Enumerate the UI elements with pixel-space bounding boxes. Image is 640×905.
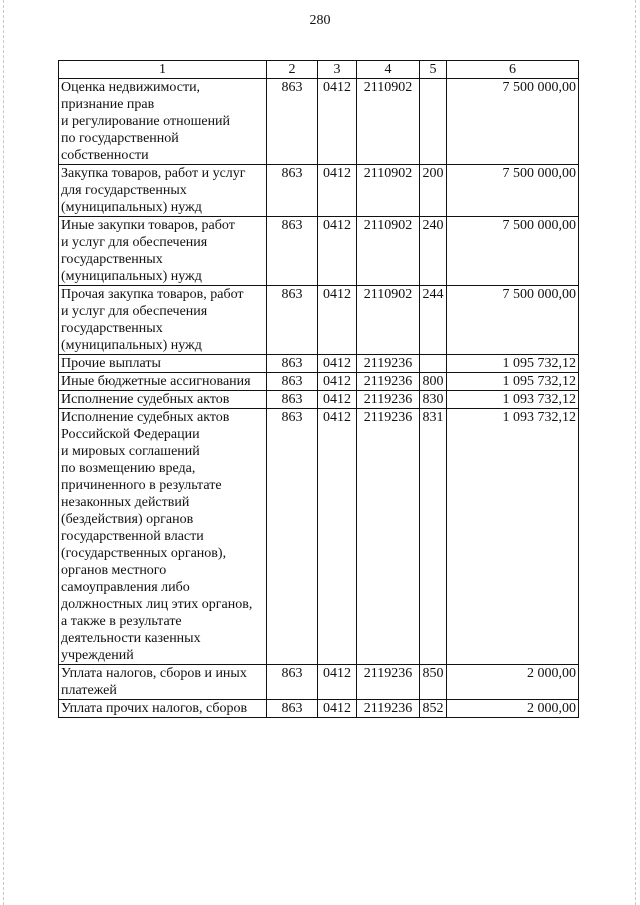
row-code-5: 800 [420, 373, 447, 391]
row-name: Уплата налогов, сборов и иных платежей [59, 665, 267, 700]
row-code-2: 863 [267, 665, 318, 700]
row-name: Оценка недвижимости, признание прав и регулирование отношений по государственной собственности [59, 79, 267, 165]
row-code-5: 240 [420, 217, 447, 286]
row-amount: 2 000,00 [447, 665, 579, 700]
row-code-4: 2119236 [357, 700, 420, 718]
row-code-4: 2119236 [357, 409, 420, 665]
row-code-4: 2119236 [357, 665, 420, 700]
row-code-5: 852 [420, 700, 447, 718]
row-code-4: 2119236 [357, 391, 420, 409]
row-code-5: 244 [420, 286, 447, 355]
scan-edge-right [635, 0, 637, 905]
column-header-3: 3 [318, 61, 357, 79]
row-amount: 1 093 732,12 [447, 391, 579, 409]
header-row [59, 61, 579, 79]
row-code-3: 0412 [318, 355, 357, 373]
row-code-3: 0412 [318, 79, 357, 165]
row-amount: 1 095 732,12 [447, 355, 579, 373]
table-row [59, 79, 579, 165]
row-code-5: 831 [420, 409, 447, 665]
row-code-5 [420, 355, 447, 373]
table-row [59, 373, 579, 391]
table-row [59, 286, 579, 355]
row-code-5: 830 [420, 391, 447, 409]
column-header-1: 1 [59, 61, 267, 79]
row-name: Уплата прочих налогов, сборов [59, 700, 267, 718]
row-name: Исполнение судебных актов [59, 391, 267, 409]
row-amount: 7 500 000,00 [447, 217, 579, 286]
column-header-2: 2 [267, 61, 318, 79]
row-code-2: 863 [267, 391, 318, 409]
row-code-3: 0412 [318, 373, 357, 391]
row-code-2: 863 [267, 373, 318, 391]
row-code-2: 863 [267, 409, 318, 665]
column-header-5: 5 [420, 61, 447, 79]
row-code-5: 850 [420, 665, 447, 700]
row-code-4: 2119236 [357, 373, 420, 391]
table-row [59, 165, 579, 217]
row-code-3: 0412 [318, 391, 357, 409]
row-amount: 2 000,00 [447, 700, 579, 718]
table-row [59, 391, 579, 409]
table-row [59, 217, 579, 286]
row-code-5: 200 [420, 165, 447, 217]
page-number: 280 [309, 13, 331, 28]
row-code-3: 0412 [318, 665, 357, 700]
column-header-4: 4 [357, 61, 420, 79]
row-code-3: 0412 [318, 286, 357, 355]
table-row [59, 355, 579, 373]
row-amount: 1 093 732,12 [447, 409, 579, 665]
row-code-2: 863 [267, 286, 318, 355]
budget-table [58, 60, 579, 718]
table-row [59, 409, 579, 665]
row-name: Иные бюджетные ассигнования [59, 373, 267, 391]
row-code-3: 0412 [318, 217, 357, 286]
row-name: Исполнение судебных актов Российской Федерации и мировых соглашений по возмещению вреда, причиненного в результате незаконных действий (бездействия) органов государственной власти (государственных органов), органов местного самоуправления либо должностных лиц этих органов, а также в результате деятельности казенных учреждений [59, 409, 267, 665]
row-amount: 7 500 000,00 [447, 79, 579, 165]
row-code-2: 863 [267, 165, 318, 217]
scan-edge-left [3, 0, 5, 905]
table-row [59, 665, 579, 700]
row-code-5 [420, 79, 447, 165]
row-amount: 1 095 732,12 [447, 373, 579, 391]
row-code-3: 0412 [318, 165, 357, 217]
row-amount: 7 500 000,00 [447, 165, 579, 217]
row-code-3: 0412 [318, 700, 357, 718]
row-name: Закупка товаров, работ и услуг для государственных (муниципальных) нужд [59, 165, 267, 217]
row-code-2: 863 [267, 355, 318, 373]
row-name: Иные закупки товаров, работ и услуг для обеспечения государственных (муниципальных) нужд [59, 217, 267, 286]
row-code-4: 2110902 [357, 286, 420, 355]
row-code-2: 863 [267, 79, 318, 165]
row-code-2: 863 [267, 700, 318, 718]
row-code-4: 2110902 [357, 217, 420, 286]
row-code-2: 863 [267, 217, 318, 286]
table-row [59, 700, 579, 718]
row-name: Прочая закупка товаров, работ и услуг для обеспечения государственных (муниципальных) нужд [59, 286, 267, 355]
row-code-4: 2110902 [357, 79, 420, 165]
row-amount: 7 500 000,00 [447, 286, 579, 355]
row-code-4: 2110902 [357, 165, 420, 217]
row-code-4: 2119236 [357, 355, 420, 373]
row-name: Прочие выплаты [59, 355, 267, 373]
row-code-3: 0412 [318, 409, 357, 665]
column-header-6: 6 [447, 61, 579, 79]
